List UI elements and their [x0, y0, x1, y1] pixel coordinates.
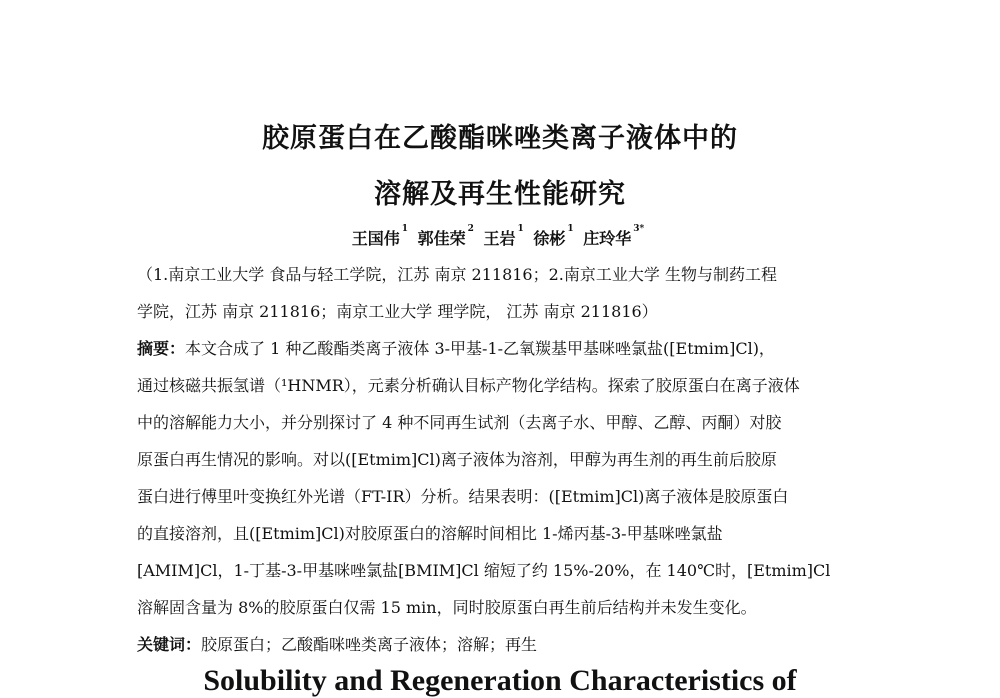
abstract-line-6: 的直接溶剂，且([Etmim]Cl)对胶原蛋白的溶解时间相比 1-烯丙基-3-甲基咪唑氯盐 — [137, 524, 723, 543]
english-title-line-1: Solubility and Regeneration Characteristics of — [203, 664, 797, 697]
affiliation-line-1: （1.南京工业大学 食品与轻工学院，江苏 南京 211816；2.南京工业大学 生物与制药工程 — [137, 265, 777, 284]
affiliation-line-2: 学院，江苏 南京 211816；南京工业大学 理学院， 江苏 南京 211816） — [137, 302, 658, 321]
abstract-line-2: 通过核磁共振氢谱（¹HNMR），元素分析确认目标产物化学结构。探索了胶原蛋白在离子液体 — [137, 376, 800, 395]
keywords-label: 关键词： — [137, 635, 202, 654]
author-affiliation-mark: 3* — [633, 224, 645, 234]
abstract-line-5: 蛋白进行傅里叶变换红外光谱（FT-IR）分析。结果表明：([Etmim]Cl)离子液体是胶原蛋白 — [137, 487, 789, 506]
abstract-line-7: [AMIM]Cl，1-丁基-3-甲基咪唑氯盐[BMIM]Cl 缩短了约 15%-20%，在 140℃时，[Etmim]Cl — [137, 561, 831, 580]
author-affiliation-mark: 1 — [517, 224, 524, 234]
author-name: 郭佳荣 — [417, 229, 466, 248]
keywords-text: 胶原蛋白；乙酸酯咪唑类离子液体；溶解；再生 — [201, 635, 538, 654]
keywords-line — [137, 632, 537, 655]
author-name: 王国伟 — [351, 229, 400, 248]
author-affiliation-mark: 2 — [467, 224, 474, 234]
author-name: 庄玲华 — [583, 229, 632, 248]
paper-title-line-1: 胶原蛋白在乙酸酯咪唑类离子液体中的 — [262, 123, 738, 154]
abstract-label: 摘要： — [137, 339, 186, 358]
abstract-line-4: 原蛋白再生情况的影响。对以([Etmim]Cl)离子液体为溶剂，甲醇为再生剂的再生前后胶原 — [137, 450, 777, 469]
author-affiliation-mark: 1 — [567, 224, 574, 234]
author-name: 徐彬 — [533, 229, 566, 248]
author-affiliation-mark: 1 — [401, 224, 409, 234]
abstract-text: 本文合成了 1 种乙酸酯类离子液体 3-甲基-1-乙氧羰基甲基咪唑氯盐([Etmim]Cl)， — [185, 339, 775, 358]
abstract-line-8: 溶解固含量为 8%的胶原蛋白仅需 15 min，同时胶原蛋白再生前后结构并未发生变化。 — [137, 598, 757, 617]
abstract-line-1 — [137, 336, 775, 359]
author-name: 王岩 — [483, 229, 516, 248]
paper-title-line-2: 溶解及再生性能研究 — [374, 179, 626, 210]
author-list — [0, 226, 1000, 249]
abstract-line-3: 中的溶解能力大小，并分别探讨了 4 种不同再生试剂（去离子水、甲醇、乙醇、丙酮）对胶 — [137, 413, 782, 432]
